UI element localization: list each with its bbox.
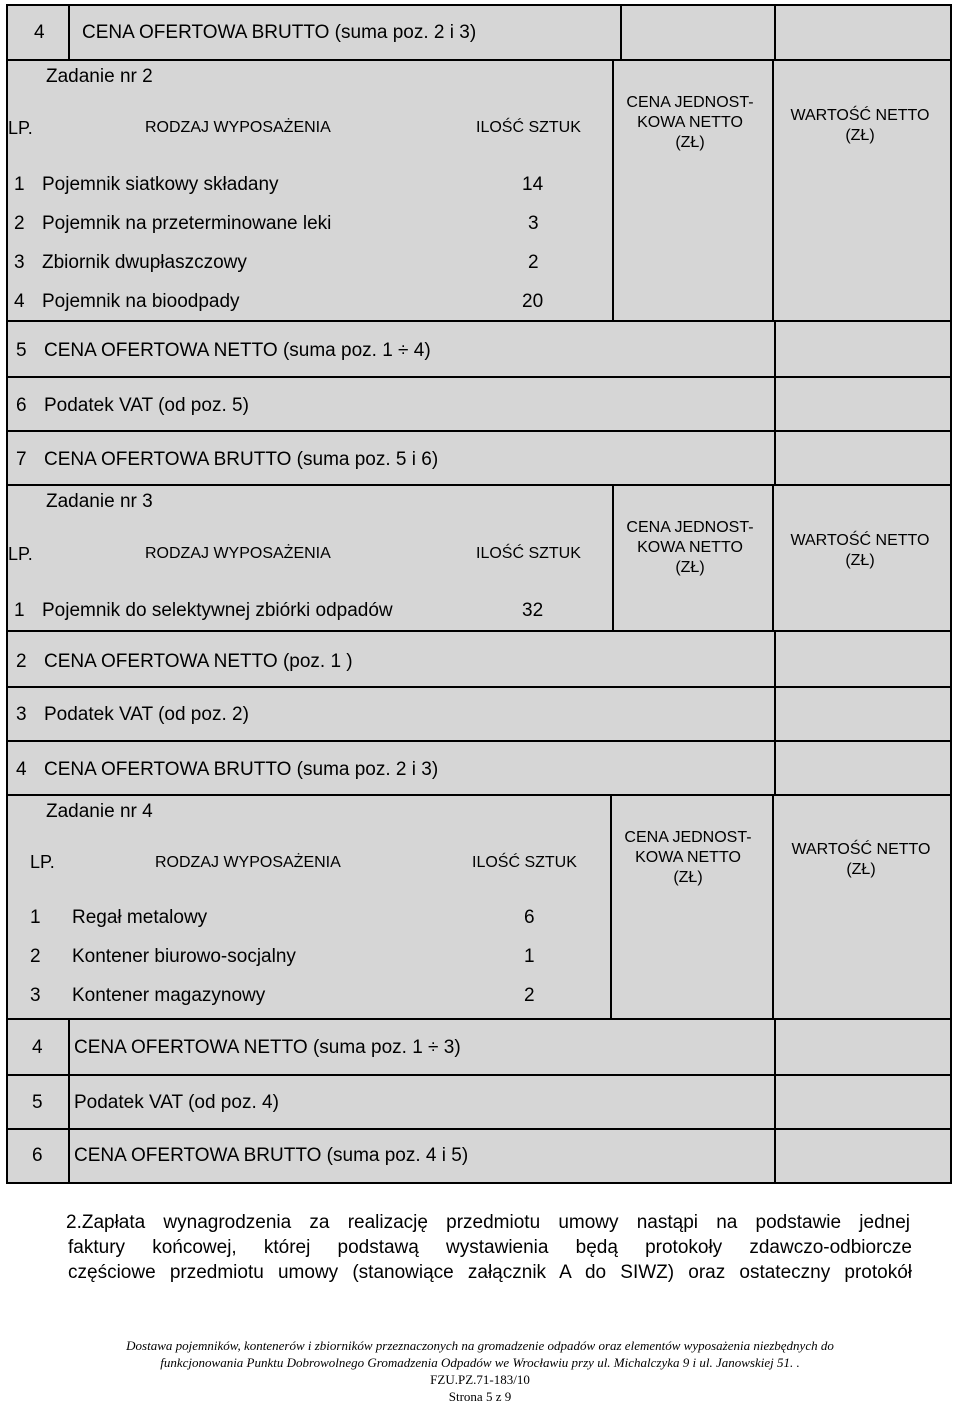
row-number: 6 [32,1145,43,1166]
header-wartosc-line: WARTOŚĆ NETTO [790,532,930,549]
summary-row [6,740,952,796]
footer-page-number: Strona 5 z 9 [448,1389,512,1404]
header-cena-line: KOWA NETTO [637,539,743,556]
header-cena [614,93,766,153]
footer-line: funkcjonowania Punktu Dobrowolnego Gromadzenia Odpadów we Wrocławiu przy ul. Michalczyka 9 i ul. Janowskiej 51. . [160,1355,800,1370]
footer-line: Dostawa pojemników, kontenerów i zbiorników przeznaczonych na gromadzenie odpadów oraz elementów wyposażenia niezbędnych do [126,1338,834,1353]
paragraph-line: faktury końcowej, której podstawą wystawienia będą protokoły zdawczo-odbiorcze [68,1237,912,1258]
row-label: Podatek VAT (od poz. 5) [44,395,249,416]
row-label: CENA OFERTOWA NETTO (suma poz. 1 ÷ 4) [44,340,431,361]
summary-row [6,1074,952,1130]
item-number: 1 [30,907,41,928]
section-title: Zadanie nr 3 [46,491,153,512]
row-number: 2 [16,651,27,672]
item-number: 2 [30,946,41,967]
item-name: Regał metalowy [72,907,208,928]
summary-row-top [6,4,952,61]
section-title: Zadanie nr 2 [46,66,153,87]
item-qty: 1 [524,946,535,967]
header-wartosc-line: WARTOŚĆ NETTO [790,107,930,124]
header-cena [614,518,766,578]
summary-row [6,430,952,486]
item-qty: 3 [528,213,539,234]
row-number: 6 [16,395,27,416]
header-lp: LP. [8,544,33,564]
row-label: CENA OFERTOWA BRUTTO (suma poz. 5 i 6) [44,449,439,470]
item-name: Pojemnik na przeterminowane leki [42,213,332,234]
summary-row [6,1018,952,1076]
row-label: CENA OFERTOWA BRUTTO (suma poz. 2 i 3) [44,759,439,780]
paragraph-line: częściowe przedmiotu umowy (stanowiące załącznik A do SIWZ) oraz ostateczny protokół [68,1262,912,1283]
row-number: 3 [16,704,27,725]
paragraph-line: 2.Zapłata wynagrodzenia za realizację przedmiotu umowy nastąpi na podstawie jednej [66,1212,910,1233]
header-wartosc [770,840,952,880]
header-ilosc: ILOŚĆ SZTUK [476,545,581,562]
header-wartosc-line: (ZŁ) [845,127,875,144]
row-number: 7 [16,449,27,470]
item-qty: 2 [528,252,539,273]
header-rodzaj: RODZAJ WYPOSAŻENIA [145,119,331,136]
row-label: CENA OFERTOWA BRUTTO (suma poz. 4 i 5) [74,1145,469,1166]
summary-row [6,1128,952,1184]
header-wartosc-line: WARTOŚĆ NETTO [791,841,931,858]
item-qty: 6 [524,907,535,928]
row-number: 5 [16,340,27,361]
header-ilosc: ILOŚĆ SZTUK [476,119,581,136]
item-number: 1 [14,174,25,195]
item-number: 3 [30,985,41,1006]
row-number: 4 [32,1037,43,1058]
header-wartosc [768,531,952,571]
header-ilosc: ILOŚĆ SZTUK [472,854,577,871]
row-number: 5 [32,1092,43,1113]
header-cena-line: (ZŁ) [675,559,705,576]
item-name: Kontener magazynowy [72,985,266,1006]
header-rodzaj: RODZAJ WYPOSAŻENIA [145,545,331,562]
item-name: Kontener biurowo-socjalny [72,946,296,967]
header-cena-line: KOWA NETTO [635,849,741,866]
header-lp: LP. [30,852,55,872]
header-cena-line: CENA JEDNOST- [626,519,754,536]
item-name: Zbiornik dwupłaszczowy [42,252,247,273]
item-name: Pojemnik siatkowy składany [42,174,279,195]
item-qty: 14 [522,174,544,195]
header-cena-line: CENA JEDNOST- [624,829,752,846]
item-qty: 2 [524,985,535,1006]
header-wartosc-line: (ZŁ) [846,861,876,878]
header-wartosc [768,106,952,146]
row-number: 4 [34,22,45,43]
item-qty: 20 [522,291,544,312]
header-cena-line: KOWA NETTO [637,114,743,131]
header-cena-line: (ZŁ) [673,869,703,886]
item-qty: 32 [522,600,544,621]
header-rodzaj: RODZAJ WYPOSAŻENIA [155,854,341,871]
item-number: 2 [14,213,25,234]
row-label: Podatek VAT (od poz. 2) [44,704,249,725]
row-label: CENA OFERTOWA NETTO (suma poz. 1 ÷ 3) [74,1037,461,1058]
section-title: Zadanie nr 4 [46,801,153,822]
header-lp: LP. [8,118,33,138]
header-cena [612,828,764,888]
item-number: 4 [14,291,25,312]
item-name: Pojemnik do selektywnej zbiórki odpadów [42,600,393,621]
row-label: CENA OFERTOWA NETTO (poz. 1 ) [44,651,353,672]
summary-row [6,686,952,742]
item-name: Pojemnik na bioodpady [42,291,240,312]
row-label: CENA OFERTOWA BRUTTO (suma poz. 2 i 3) [82,22,477,43]
row-number: 4 [16,759,27,780]
summary-row [6,630,952,688]
summary-row [6,376,952,432]
header-cena-line: CENA JEDNOST- [626,94,754,111]
footer-doc-number: FZU.PZ.71-183/10 [430,1372,530,1387]
header-cena-line: (ZŁ) [675,134,705,151]
row-label: Podatek VAT (od poz. 4) [74,1092,279,1113]
summary-row [6,320,952,378]
header-wartosc-line: (ZŁ) [845,552,875,569]
item-number: 1 [14,600,25,621]
item-number: 3 [14,252,25,273]
